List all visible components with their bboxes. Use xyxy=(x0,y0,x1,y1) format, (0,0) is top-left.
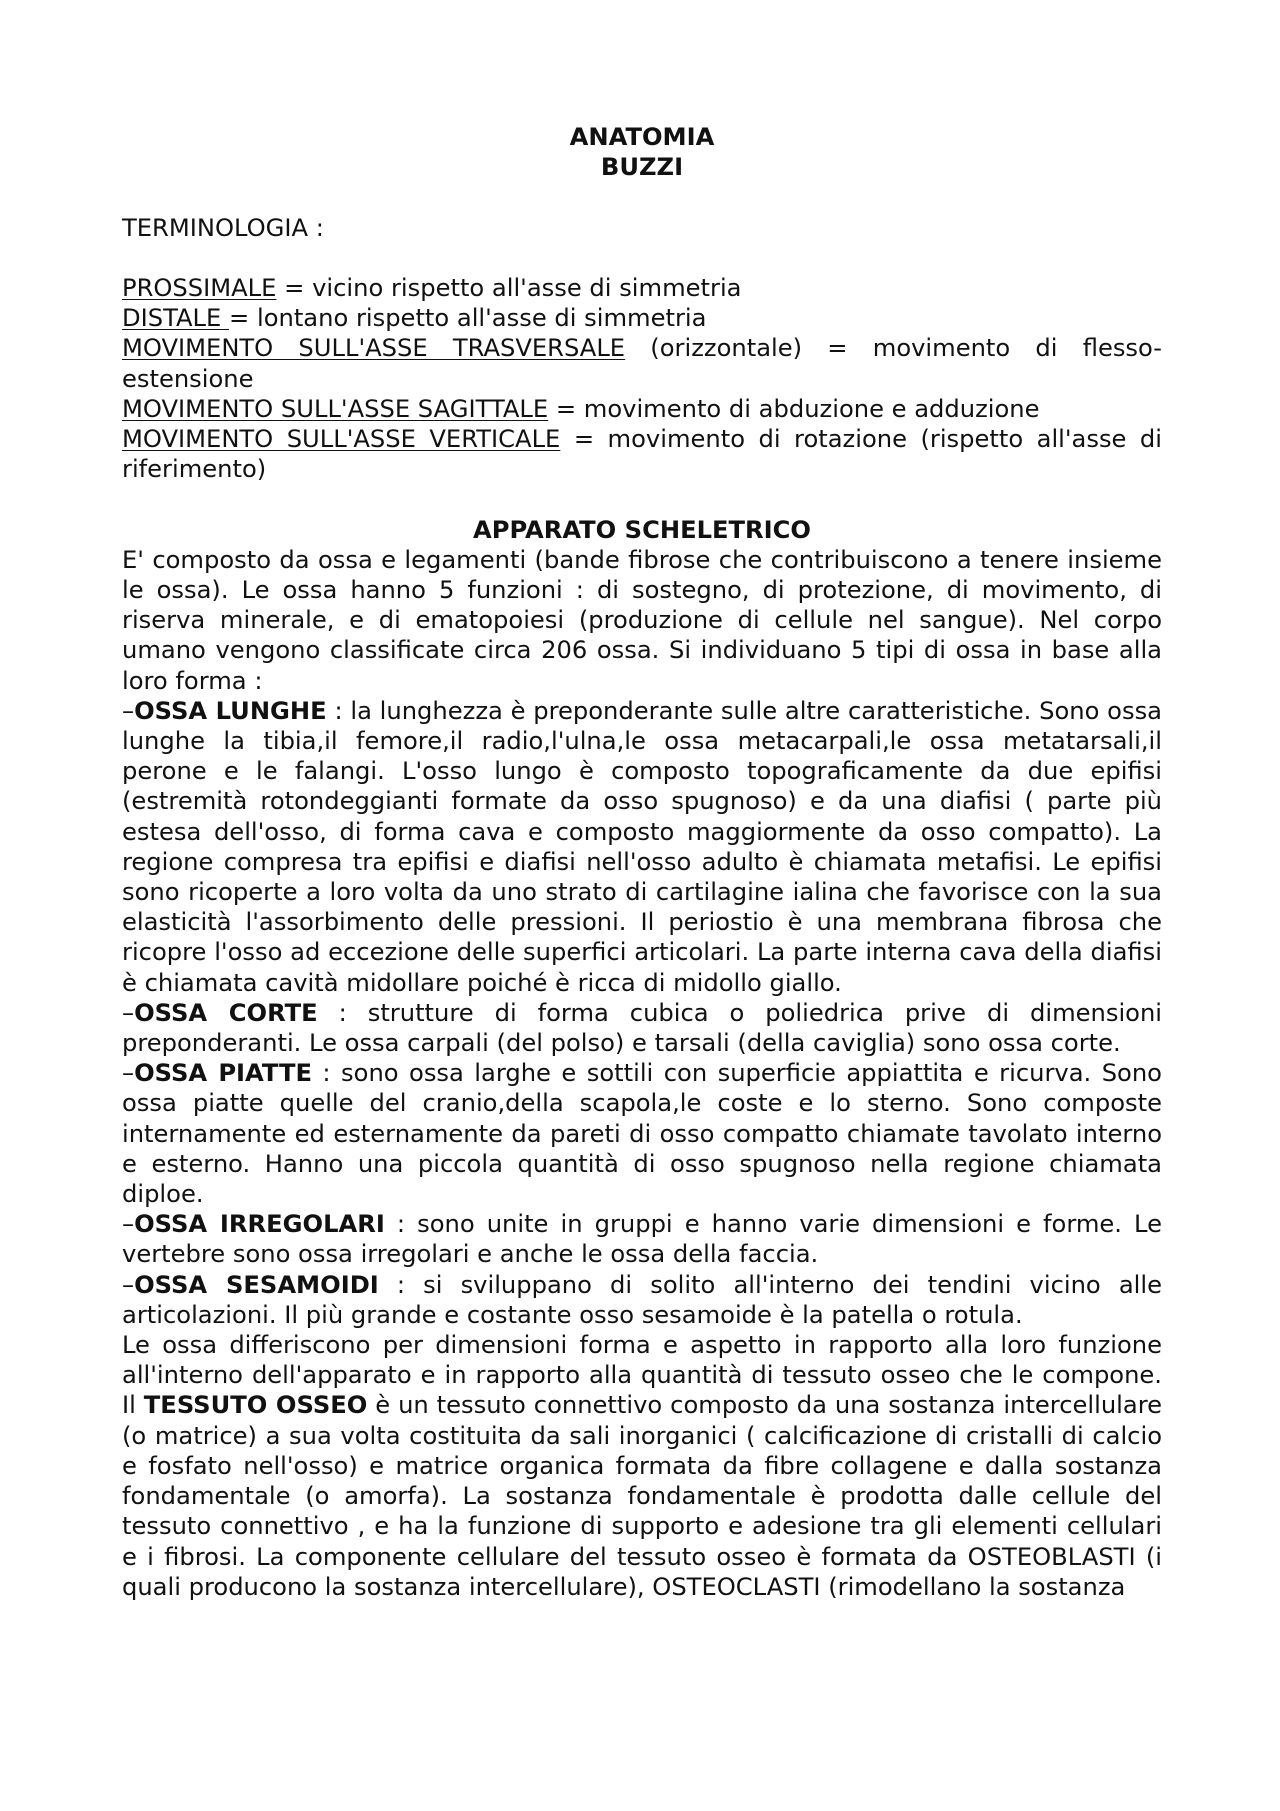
term-definition: = vicino rispetto all'asse di simmetria xyxy=(276,273,742,302)
term-definition: = lontano rispetto all'asse di simmetria xyxy=(229,304,707,333)
bone-type-item xyxy=(122,1209,1162,1269)
document-author: BUZZI xyxy=(600,153,684,182)
closing-text-before: Le ossa differiscono per dimensioni forma e aspetto in rapporto alla loro funzione all'interno dell'apparato e in rapporto alla quantità di tessuto osseo che le compone. Il xyxy=(122,1331,1162,1420)
bone-type-item xyxy=(122,696,1162,998)
spacer xyxy=(122,182,1162,212)
closing-bold-term: TESSUTO OSSEO xyxy=(143,1391,368,1420)
bone-type-name: OSSA CORTE xyxy=(134,998,318,1027)
bone-type-name: OSSA SESAMOIDI xyxy=(134,1270,379,1299)
spacer xyxy=(122,243,1162,273)
term-label: PROSSIMALE xyxy=(122,273,277,302)
terminology-item xyxy=(122,333,1162,393)
bone-type-text: : strutture di forma cubica o poliedrica prive di dimensioni preponderanti. Le ossa carpali (del polso) e tarsali (della caviglia) sono ossa corte. xyxy=(122,998,1163,1058)
list-dash: – xyxy=(122,998,135,1027)
bone-type-text: : sono ossa larghe e sottili con superficie appiattita e ricurva. Sono ossa piatte quelle del cranio,della scapola,le coste e lo sterno. Sono composte internamente ed esternamente da pareti di osso compatto chiamate tavolato interno e esterno. Hanno una piccola quantità di osso spugnoso nella regione chiamata diploe. xyxy=(122,1059,1162,1209)
bone-type-item xyxy=(122,1058,1162,1209)
term-definition: (orizzontale) = movimento di flesso-estensione xyxy=(122,334,1163,393)
term-label: MOVIMENTO SULL'ASSE SAGITTALE xyxy=(122,394,549,423)
spacer xyxy=(122,484,1162,514)
terminology-item xyxy=(122,394,1162,424)
list-dash: – xyxy=(122,1059,135,1088)
terminology-heading: TERMINOLOGIA : xyxy=(122,213,324,242)
bone-type-name: OSSA PIATTE xyxy=(134,1059,312,1088)
document-title: ANATOMIA xyxy=(569,123,715,151)
term-label: MOVIMENTO SULL'ASSE TRASVERSALE xyxy=(122,334,626,363)
terminology-item xyxy=(122,303,1162,333)
terminology-item xyxy=(122,273,1162,303)
bone-type-name: OSSA LUNGHE xyxy=(134,696,327,725)
intro-paragraph: E' composto da ossa e legamenti (bande fibrose che contribuiscono a tenere insieme le ossa). Le ossa hanno 5 funzioni : di sostegno, di protezione, di movimento, di riserva minerale, e di ematopoiesi (produzione di cellule nel sangue). Nel corpo umano vengono classificate circa 206 ossa. Si individuano 5 tipi di ossa in base alla loro forma : xyxy=(122,545,1162,695)
closing-paragraph xyxy=(122,1330,1162,1602)
document-page xyxy=(122,122,1162,1602)
terminology-item xyxy=(122,424,1162,484)
list-dash: – xyxy=(122,696,135,725)
bone-type-name: OSSA IRREGOLARI xyxy=(134,1210,385,1239)
bone-type-item xyxy=(122,1270,1162,1330)
bone-type-text: : la lunghezza è preponderante sulle altre caratteristiche. Sono ossa lunghe la tibia,il femore,il radio,l'ulna,le ossa metacarpali,le ossa metatarsali,il perone e le falangi. L'osso lungo è composto topograficamente da due epifisi (estremità rotondeggianti formate da osso spugnoso) e da una diafisi ( parte più estesa dell'osso, di forma cava e composto maggiormente da osso compatto). La regione compresa tra epifisi e diafisi nell'osso adulto è chiamata metafisi. Le epifisi sono ricoperte a loro volta da uno strato di cartilagine ialina che favorisce con la sua elasticità l'assorbimento delle pressioni. Il periostio è una membrana fibrosa che ricopre l'osso ad eccezione delle superfici articolari. La parte interna cava della diafisi è chiamata cavità midollare poiché è ricca di midollo giallo. xyxy=(122,696,1162,997)
bone-type-text: : si sviluppano di solito all'interno dei tendini vicino alle articolazioni. Il più grande e costante osso sesamoide è la patella o rotula. xyxy=(122,1270,1162,1329)
section-heading: APPARATO SCHELETRICO xyxy=(473,515,811,544)
closing-text-after: è un tessuto connettivo composto da una sostanza intercellulare (o matrice) a sua volta costituita da sali inorganici ( calcificazione di cristalli di calcio e fosfato nell'osso) e matrice organica formata da fibre collagene e dalla sostanza fondamentale (o amorfa). La sostanza fondamentale è prodotta dalle cellule del tessuto connettivo , e ha la funzione di supporto e adesione tra gli elementi cellulari e i fibrosi. La componente cellulare del tessuto osseo è formata da OSTEOBLASTI (i quali producono la sostanza intercellulare), OSTEOCLASTI (rimodellano la sostanza xyxy=(122,1391,1163,1601)
list-dash: – xyxy=(122,1270,135,1299)
term-definition: = movimento di abduzione e adduzione xyxy=(548,394,1040,423)
bone-type-item xyxy=(122,998,1162,1058)
term-definition: = movimento di rotazione (rispetto all'asse di riferimento) xyxy=(122,425,1162,484)
term-label: DISTALE xyxy=(122,304,230,333)
term-label: MOVIMENTO SULL'ASSE VERTICALE xyxy=(122,425,561,453)
bone-type-text: : sono unite in gruppi e hanno varie dimensioni e forme. Le vertebre sono ossa irregolari e anche le ossa della faccia. xyxy=(122,1210,1162,1269)
list-dash: – xyxy=(122,1210,135,1239)
